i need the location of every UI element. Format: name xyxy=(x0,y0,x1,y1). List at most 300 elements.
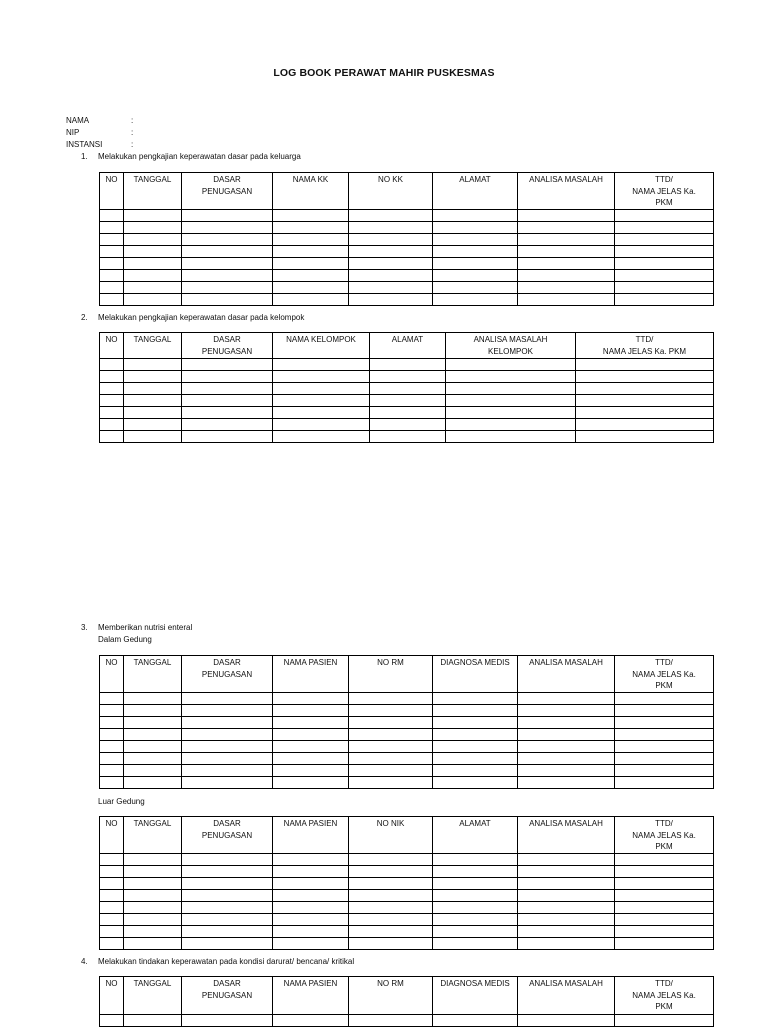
blank-cell[interactable] xyxy=(182,877,273,889)
column-header-label: NO NIK xyxy=(376,819,405,828)
blank-cell[interactable] xyxy=(124,209,182,221)
blank-cell[interactable] xyxy=(349,692,433,704)
blank-cell[interactable] xyxy=(349,281,433,293)
blank-cell[interactable] xyxy=(100,281,124,293)
column-header-label: NAMA PASIEN xyxy=(283,658,338,667)
blank-cell[interactable] xyxy=(576,431,714,443)
blank-cell[interactable] xyxy=(124,431,182,443)
blank-cell[interactable] xyxy=(100,359,124,371)
blank-cell[interactable] xyxy=(370,371,446,383)
blank-cell[interactable] xyxy=(518,293,615,305)
column-header-label: ANALISA MASALAH xyxy=(529,979,603,988)
column-header xyxy=(615,977,714,1015)
blank-cell[interactable] xyxy=(433,269,518,281)
blank-cell[interactable] xyxy=(518,901,615,913)
blank-cell[interactable] xyxy=(349,889,433,901)
blank-cell[interactable] xyxy=(518,704,615,716)
blank-cell[interactable] xyxy=(433,233,518,245)
blank-cell[interactable] xyxy=(433,704,518,716)
blank-cell[interactable] xyxy=(100,257,124,269)
blank-cell[interactable] xyxy=(182,371,273,383)
blank-cell[interactable] xyxy=(100,764,124,776)
blank-cell[interactable] xyxy=(273,1015,349,1027)
column-header-label: DIAGNOSA MEDIS xyxy=(440,979,510,988)
blank-cell[interactable] xyxy=(124,853,182,865)
blank-cell[interactable] xyxy=(182,752,273,764)
blank-cell[interactable] xyxy=(433,1015,518,1027)
blank-cell[interactable] xyxy=(273,889,349,901)
blank-cell[interactable] xyxy=(518,269,615,281)
blank-cell[interactable] xyxy=(124,925,182,937)
blank-cell[interactable] xyxy=(518,692,615,704)
blank-cell[interactable] xyxy=(182,925,273,937)
blank-cell[interactable] xyxy=(576,359,714,371)
blank-cell[interactable] xyxy=(433,740,518,752)
column-header-label: ANALISA MASALAH xyxy=(529,175,603,184)
column-header xyxy=(124,656,182,693)
blank-cell[interactable] xyxy=(124,692,182,704)
blank-cell[interactable] xyxy=(100,431,124,443)
blank-cell[interactable] xyxy=(124,359,182,371)
blank-cell[interactable] xyxy=(433,937,518,949)
blank-cell[interactable] xyxy=(124,281,182,293)
blank-cell[interactable] xyxy=(518,233,615,245)
blank-cell[interactable] xyxy=(433,293,518,305)
blank-cell[interactable] xyxy=(349,233,433,245)
column-header-label: NO xyxy=(105,658,118,667)
blank-cell[interactable] xyxy=(433,925,518,937)
blank-cell[interactable] xyxy=(100,1015,124,1027)
table-row xyxy=(100,901,714,913)
blank-cell[interactable] xyxy=(433,853,518,865)
column-header xyxy=(433,656,518,693)
blank-cell[interactable] xyxy=(349,716,433,728)
blank-cell[interactable] xyxy=(518,245,615,257)
blank-cell[interactable] xyxy=(124,395,182,407)
blank-cell[interactable] xyxy=(273,752,349,764)
blank-cell[interactable] xyxy=(615,221,714,233)
blank-cell[interactable] xyxy=(182,889,273,901)
blank-cell[interactable] xyxy=(615,776,714,788)
blank-cell[interactable] xyxy=(349,764,433,776)
blank-cell[interactable] xyxy=(182,269,273,281)
blank-cell[interactable] xyxy=(100,395,124,407)
blank-cell[interactable] xyxy=(576,419,714,431)
blank-cell[interactable] xyxy=(433,913,518,925)
blank-cell[interactable] xyxy=(273,925,349,937)
blank-cell[interactable] xyxy=(349,245,433,257)
blank-cell[interactable] xyxy=(615,752,714,764)
blank-cell[interactable] xyxy=(124,913,182,925)
blank-cell[interactable] xyxy=(615,740,714,752)
blank-cell[interactable] xyxy=(433,728,518,740)
subsection-dalam-gedung: Dalam Gedung xyxy=(98,635,152,644)
blank-cell[interactable] xyxy=(433,281,518,293)
blank-cell[interactable] xyxy=(446,359,576,371)
blank-cell[interactable] xyxy=(182,431,273,443)
blank-cell[interactable] xyxy=(518,221,615,233)
blank-cell[interactable] xyxy=(100,407,124,419)
blank-cell[interactable] xyxy=(124,764,182,776)
blank-cell[interactable] xyxy=(124,901,182,913)
blank-cell[interactable] xyxy=(273,383,370,395)
blank-cell[interactable] xyxy=(433,901,518,913)
blank-cell[interactable] xyxy=(370,383,446,395)
blank-cell[interactable] xyxy=(518,740,615,752)
blank-cell[interactable] xyxy=(433,889,518,901)
blank-cell[interactable] xyxy=(273,692,349,704)
blank-cell[interactable] xyxy=(182,728,273,740)
blank-cell[interactable] xyxy=(124,293,182,305)
blank-cell[interactable] xyxy=(349,269,433,281)
table-row xyxy=(100,233,714,245)
blank-cell[interactable] xyxy=(349,752,433,764)
blank-cell[interactable] xyxy=(518,257,615,269)
column-header-label: DASAR PENUGASAN xyxy=(201,175,253,196)
log-table-dalam-gedung xyxy=(99,655,714,789)
blank-cell[interactable] xyxy=(433,209,518,221)
blank-cell[interactable] xyxy=(100,877,124,889)
blank-cell[interactable] xyxy=(124,419,182,431)
blank-cell[interactable] xyxy=(349,704,433,716)
blank-cell[interactable] xyxy=(273,371,370,383)
blank-cell[interactable] xyxy=(124,937,182,949)
blank-cell[interactable] xyxy=(100,233,124,245)
blank-cell[interactable] xyxy=(124,889,182,901)
blank-cell[interactable] xyxy=(124,740,182,752)
blank-cell[interactable] xyxy=(349,257,433,269)
blank-cell[interactable] xyxy=(182,692,273,704)
column-header xyxy=(124,817,182,854)
blank-cell[interactable] xyxy=(615,877,714,889)
blank-cell[interactable] xyxy=(182,407,273,419)
blank-cell[interactable] xyxy=(273,233,349,245)
blank-cell[interactable] xyxy=(615,245,714,257)
blank-cell[interactable] xyxy=(124,233,182,245)
table-row xyxy=(100,937,714,949)
blank-cell[interactable] xyxy=(182,209,273,221)
column-header xyxy=(370,333,446,359)
blank-cell[interactable] xyxy=(433,865,518,877)
blank-cell[interactable] xyxy=(446,395,576,407)
table-row xyxy=(100,889,714,901)
blank-cell[interactable] xyxy=(615,853,714,865)
blank-cell[interactable] xyxy=(518,937,615,949)
blank-cell[interactable] xyxy=(124,383,182,395)
blank-cell[interactable] xyxy=(433,877,518,889)
blank-cell[interactable] xyxy=(100,383,124,395)
blank-cell[interactable] xyxy=(273,877,349,889)
blank-cell[interactable] xyxy=(615,1015,714,1027)
blank-cell[interactable] xyxy=(100,925,124,937)
column-header-label: NAMA PASIEN xyxy=(283,819,338,828)
blank-cell[interactable] xyxy=(273,281,349,293)
column-header-label: DIAGNOSA MEDIS xyxy=(440,658,510,667)
blank-cell[interactable] xyxy=(615,901,714,913)
blank-cell[interactable] xyxy=(446,383,576,395)
blank-cell[interactable] xyxy=(182,257,273,269)
blank-cell[interactable] xyxy=(273,853,349,865)
blank-cell[interactable] xyxy=(273,395,370,407)
blank-cell[interactable] xyxy=(124,716,182,728)
blank-cell[interactable] xyxy=(182,913,273,925)
column-header xyxy=(182,817,273,854)
identity-row-instansi xyxy=(66,140,133,149)
blank-cell[interactable] xyxy=(349,853,433,865)
blank-cell[interactable] xyxy=(615,764,714,776)
blank-cell[interactable] xyxy=(273,740,349,752)
blank-cell[interactable] xyxy=(124,221,182,233)
identity-row-nip xyxy=(66,128,133,137)
column-header xyxy=(182,977,273,1015)
column-header xyxy=(273,817,349,854)
blank-cell[interactable] xyxy=(446,371,576,383)
blank-cell[interactable] xyxy=(370,395,446,407)
blank-cell[interactable] xyxy=(273,937,349,949)
blank-cell[interactable] xyxy=(100,865,124,877)
blank-cell[interactable] xyxy=(273,704,349,716)
column-header-label: NAMA KK xyxy=(292,175,329,184)
log-table-kelompok xyxy=(99,332,714,443)
blank-cell[interactable] xyxy=(273,221,349,233)
blank-cell[interactable] xyxy=(100,913,124,925)
blank-cell[interactable] xyxy=(182,764,273,776)
blank-cell[interactable] xyxy=(615,209,714,221)
blank-cell[interactable] xyxy=(273,716,349,728)
blank-cell[interactable] xyxy=(615,281,714,293)
blank-cell[interactable] xyxy=(518,913,615,925)
blank-cell[interactable] xyxy=(433,257,518,269)
column-header-label: NO RM xyxy=(377,979,404,988)
blank-cell[interactable] xyxy=(182,704,273,716)
blank-cell[interactable] xyxy=(100,692,124,704)
blank-cell[interactable] xyxy=(518,776,615,788)
blank-cell[interactable] xyxy=(124,865,182,877)
blank-cell[interactable] xyxy=(100,853,124,865)
column-header xyxy=(124,333,182,359)
blank-cell[interactable] xyxy=(124,728,182,740)
column-header xyxy=(100,173,124,210)
blank-cell[interactable] xyxy=(446,407,576,419)
blank-cell[interactable] xyxy=(518,764,615,776)
blank-cell[interactable] xyxy=(615,925,714,937)
blank-cell[interactable] xyxy=(124,407,182,419)
blank-cell[interactable] xyxy=(273,269,349,281)
blank-cell[interactable] xyxy=(124,752,182,764)
blank-cell[interactable] xyxy=(182,776,273,788)
blank-cell[interactable] xyxy=(182,937,273,949)
blank-cell[interactable] xyxy=(446,419,576,431)
column-header xyxy=(100,333,124,359)
blank-cell[interactable] xyxy=(370,407,446,419)
blank-cell[interactable] xyxy=(518,728,615,740)
blank-cell[interactable] xyxy=(182,901,273,913)
blank-cell[interactable] xyxy=(124,245,182,257)
blank-cell[interactable] xyxy=(370,419,446,431)
blank-cell[interactable] xyxy=(433,221,518,233)
blank-cell[interactable] xyxy=(433,752,518,764)
blank-cell[interactable] xyxy=(100,901,124,913)
table-row xyxy=(100,371,714,383)
blank-cell[interactable] xyxy=(100,740,124,752)
blank-cell[interactable] xyxy=(124,704,182,716)
blank-cell[interactable] xyxy=(124,1015,182,1027)
blank-cell[interactable] xyxy=(518,716,615,728)
table-header-row xyxy=(100,333,714,359)
blank-cell[interactable] xyxy=(182,395,273,407)
column-header-label: ALAMAT xyxy=(459,819,491,828)
blank-cell[interactable] xyxy=(100,889,124,901)
blank-cell[interactable] xyxy=(349,740,433,752)
blank-cell[interactable] xyxy=(100,245,124,257)
blank-cell[interactable] xyxy=(615,704,714,716)
blank-cell[interactable] xyxy=(182,245,273,257)
blank-cell[interactable] xyxy=(182,1015,273,1027)
blank-cell[interactable] xyxy=(100,937,124,949)
blank-cell[interactable] xyxy=(100,371,124,383)
blank-cell[interactable] xyxy=(182,740,273,752)
blank-cell[interactable] xyxy=(349,877,433,889)
blank-cell[interactable] xyxy=(182,383,273,395)
table-row xyxy=(100,419,714,431)
blank-cell[interactable] xyxy=(273,728,349,740)
blank-cell[interactable] xyxy=(615,865,714,877)
blank-cell[interactable] xyxy=(370,359,446,371)
blank-cell[interactable] xyxy=(273,407,370,419)
blank-cell[interactable] xyxy=(433,245,518,257)
blank-cell[interactable] xyxy=(273,245,349,257)
blank-cell[interactable] xyxy=(615,937,714,949)
identity-sep: : xyxy=(131,128,134,137)
blank-cell[interactable] xyxy=(433,692,518,704)
blank-cell[interactable] xyxy=(615,257,714,269)
blank-cell[interactable] xyxy=(273,257,349,269)
table-row xyxy=(100,359,714,371)
blank-cell[interactable] xyxy=(615,716,714,728)
blank-cell[interactable] xyxy=(273,901,349,913)
blank-cell[interactable] xyxy=(518,752,615,764)
blank-cell[interactable] xyxy=(273,419,370,431)
blank-cell[interactable] xyxy=(433,716,518,728)
blank-cell[interactable] xyxy=(615,728,714,740)
blank-cell[interactable] xyxy=(518,865,615,877)
blank-cell[interactable] xyxy=(182,853,273,865)
column-header xyxy=(518,173,615,210)
blank-cell[interactable] xyxy=(370,431,446,443)
blank-cell[interactable] xyxy=(518,1015,615,1027)
column-header-label: ANALISA MASALAH KELOMPOK xyxy=(473,335,548,356)
blank-cell[interactable] xyxy=(100,419,124,431)
blank-cell[interactable] xyxy=(124,257,182,269)
section-number: 3. xyxy=(81,623,88,632)
blank-cell[interactable] xyxy=(124,776,182,788)
blank-cell[interactable] xyxy=(349,937,433,949)
identity-label: NAMA xyxy=(66,116,90,125)
blank-cell[interactable] xyxy=(518,853,615,865)
column-header xyxy=(124,977,182,1015)
blank-cell[interactable] xyxy=(615,692,714,704)
table-row xyxy=(100,395,714,407)
column-header-label: TTD/ NAMA JELAS Ka. PKM xyxy=(632,658,696,690)
blank-cell[interactable] xyxy=(349,293,433,305)
blank-cell[interactable] xyxy=(446,431,576,443)
blank-cell[interactable] xyxy=(349,776,433,788)
blank-cell[interactable] xyxy=(273,293,349,305)
blank-cell[interactable] xyxy=(100,716,124,728)
blank-cell[interactable] xyxy=(349,865,433,877)
blank-cell[interactable] xyxy=(615,293,714,305)
blank-cell[interactable] xyxy=(273,209,349,221)
blank-cell[interactable] xyxy=(182,221,273,233)
blank-cell[interactable] xyxy=(518,877,615,889)
blank-cell[interactable] xyxy=(273,913,349,925)
blank-cell[interactable] xyxy=(182,865,273,877)
blank-cell[interactable] xyxy=(100,269,124,281)
section-number: 4. xyxy=(81,957,88,966)
blank-cell[interactable] xyxy=(273,865,349,877)
blank-cell[interactable] xyxy=(576,407,714,419)
blank-cell[interactable] xyxy=(124,877,182,889)
blank-cell[interactable] xyxy=(182,233,273,245)
blank-cell[interactable] xyxy=(182,293,273,305)
blank-cell[interactable] xyxy=(182,419,273,431)
blank-cell[interactable] xyxy=(518,281,615,293)
blank-cell[interactable] xyxy=(100,752,124,764)
blank-cell[interactable] xyxy=(349,728,433,740)
blank-cell[interactable] xyxy=(433,776,518,788)
blank-cell[interactable] xyxy=(576,371,714,383)
blank-cell[interactable] xyxy=(124,371,182,383)
blank-cell[interactable] xyxy=(349,221,433,233)
blank-cell[interactable] xyxy=(182,359,273,371)
blank-cell[interactable] xyxy=(615,269,714,281)
blank-cell[interactable] xyxy=(518,925,615,937)
blank-cell[interactable] xyxy=(433,764,518,776)
blank-cell[interactable] xyxy=(182,281,273,293)
blank-cell[interactable] xyxy=(100,209,124,221)
blank-cell[interactable] xyxy=(100,293,124,305)
blank-cell[interactable] xyxy=(576,395,714,407)
blank-cell[interactable] xyxy=(349,913,433,925)
blank-cell[interactable] xyxy=(182,716,273,728)
blank-cell[interactable] xyxy=(124,269,182,281)
blank-cell[interactable] xyxy=(100,776,124,788)
blank-cell[interactable] xyxy=(273,359,370,371)
blank-cell[interactable] xyxy=(576,383,714,395)
blank-cell[interactable] xyxy=(100,221,124,233)
section-title: Melakukan tindakan keperawatan pada kondisi darurat/ bencana/ kritikal xyxy=(98,957,355,966)
blank-cell[interactable] xyxy=(615,913,714,925)
blank-cell[interactable] xyxy=(273,431,370,443)
blank-cell[interactable] xyxy=(100,704,124,716)
blank-cell[interactable] xyxy=(518,209,615,221)
blank-cell[interactable] xyxy=(518,889,615,901)
blank-cell[interactable] xyxy=(349,925,433,937)
table-row xyxy=(100,776,714,788)
blank-cell[interactable] xyxy=(349,209,433,221)
blank-cell[interactable] xyxy=(100,728,124,740)
blank-cell[interactable] xyxy=(273,776,349,788)
column-header xyxy=(615,173,714,210)
blank-cell[interactable] xyxy=(349,901,433,913)
page-title: LOG BOOK PERAWAT MAHIR PUSKESMAS xyxy=(273,67,495,79)
blank-cell[interactable] xyxy=(615,233,714,245)
blank-cell[interactable] xyxy=(349,1015,433,1027)
blank-cell[interactable] xyxy=(273,764,349,776)
blank-cell[interactable] xyxy=(615,889,714,901)
column-header xyxy=(433,977,518,1015)
table-row xyxy=(100,752,714,764)
